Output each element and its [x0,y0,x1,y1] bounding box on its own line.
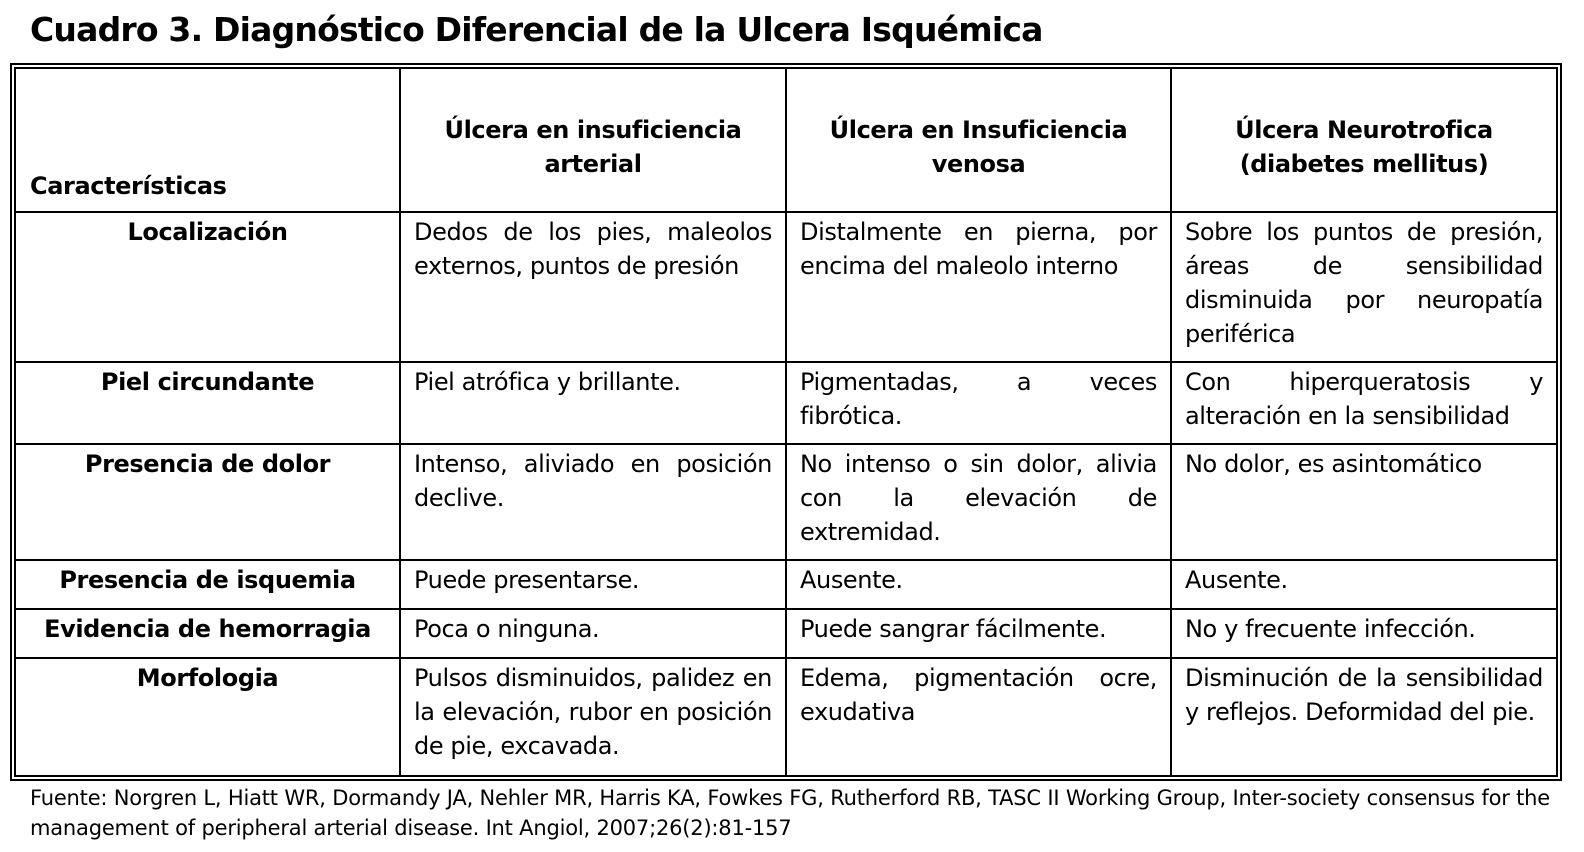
table-cell: Poca o ninguna. [400,609,786,658]
table-row [15,444,1557,560]
source-citation: Fuente: Norgren L, Hiatt WR, Dormandy JA, Nehler MR, Harris KA, Fowkes FG, Rutherford RB, TASC II Working Group, Inter-society consensus for the management of peripheral arterial disease. Int Angiol, 2007;26(2):81-157 [30,786,1550,840]
row-header-pain: Presencia de dolor [15,444,400,560]
differential-diagnosis-table [10,63,1562,781]
table-cell: Pulsos disminuidos, palidez en la elevación, rubor en posición de pie, excavada. [400,658,786,776]
table-row [15,609,1557,658]
table-title: Cuadro 3. Diagnóstico Diferencial de la Ulcera Isquémica [30,10,1043,49]
row-header-surrounding-skin: Piel circundante [15,362,400,444]
table-cell: Puede sangrar fácilmente. [786,609,1171,658]
table-cell: No dolor, es asintomático [1171,444,1557,560]
row-header-location: Localización [15,212,400,362]
table-row [15,212,1557,362]
table-cell: Piel atrófica y brillante. [400,362,786,444]
column-header-venous: Úlcera en Insuficiencia venosa [786,68,1171,212]
row-header-ischemia: Presencia de isquemia [15,560,400,609]
table-cell: Sobre los puntos de presión, áreas de sensibilidad disminuida por neuropatía periférica [1171,212,1557,362]
table-cell: Pigmentadas, a veces fibrótica. [786,362,1171,444]
table-cell: Dedos de los pies, maleolos externos, puntos de presión [400,212,786,362]
table-cell: Puede presentarse. [400,560,786,609]
table-cell: No intenso o sin dolor, alivia con la elevación de extremidad. [786,444,1171,560]
table-cell: Ausente. [786,560,1171,609]
column-header-characteristics: Características [15,68,400,212]
table-cell: Distalmente en pierna, por encima del maleolo interno [786,212,1171,362]
table-cell: No y frecuente infección. [1171,609,1557,658]
column-header-arterial: Úlcera en insuficiencia arterial [400,68,786,212]
row-header-morphology: Morfologia [15,658,400,776]
table-row [15,362,1557,444]
row-header-hemorrhage: Evidencia de hemorragia [15,609,400,658]
table-row [15,658,1557,776]
table-cell: Edema, pigmentación ocre, exudativa [786,658,1171,776]
column-header-neurotrophic: Úlcera Neurotrofica (diabetes mellitus) [1171,68,1557,212]
table-cell: Disminución de la sensibilidad y reflejos. Deformidad del pie. [1171,658,1557,776]
header-row [15,68,1557,212]
table-cell: Intenso, aliviado en posición declive. [400,444,786,560]
table-cell: Ausente. [1171,560,1557,609]
table-cell: Con hiperqueratosis y alteración en la sensibilidad [1171,362,1557,444]
table-row [15,560,1557,609]
table-grid [14,67,1558,777]
